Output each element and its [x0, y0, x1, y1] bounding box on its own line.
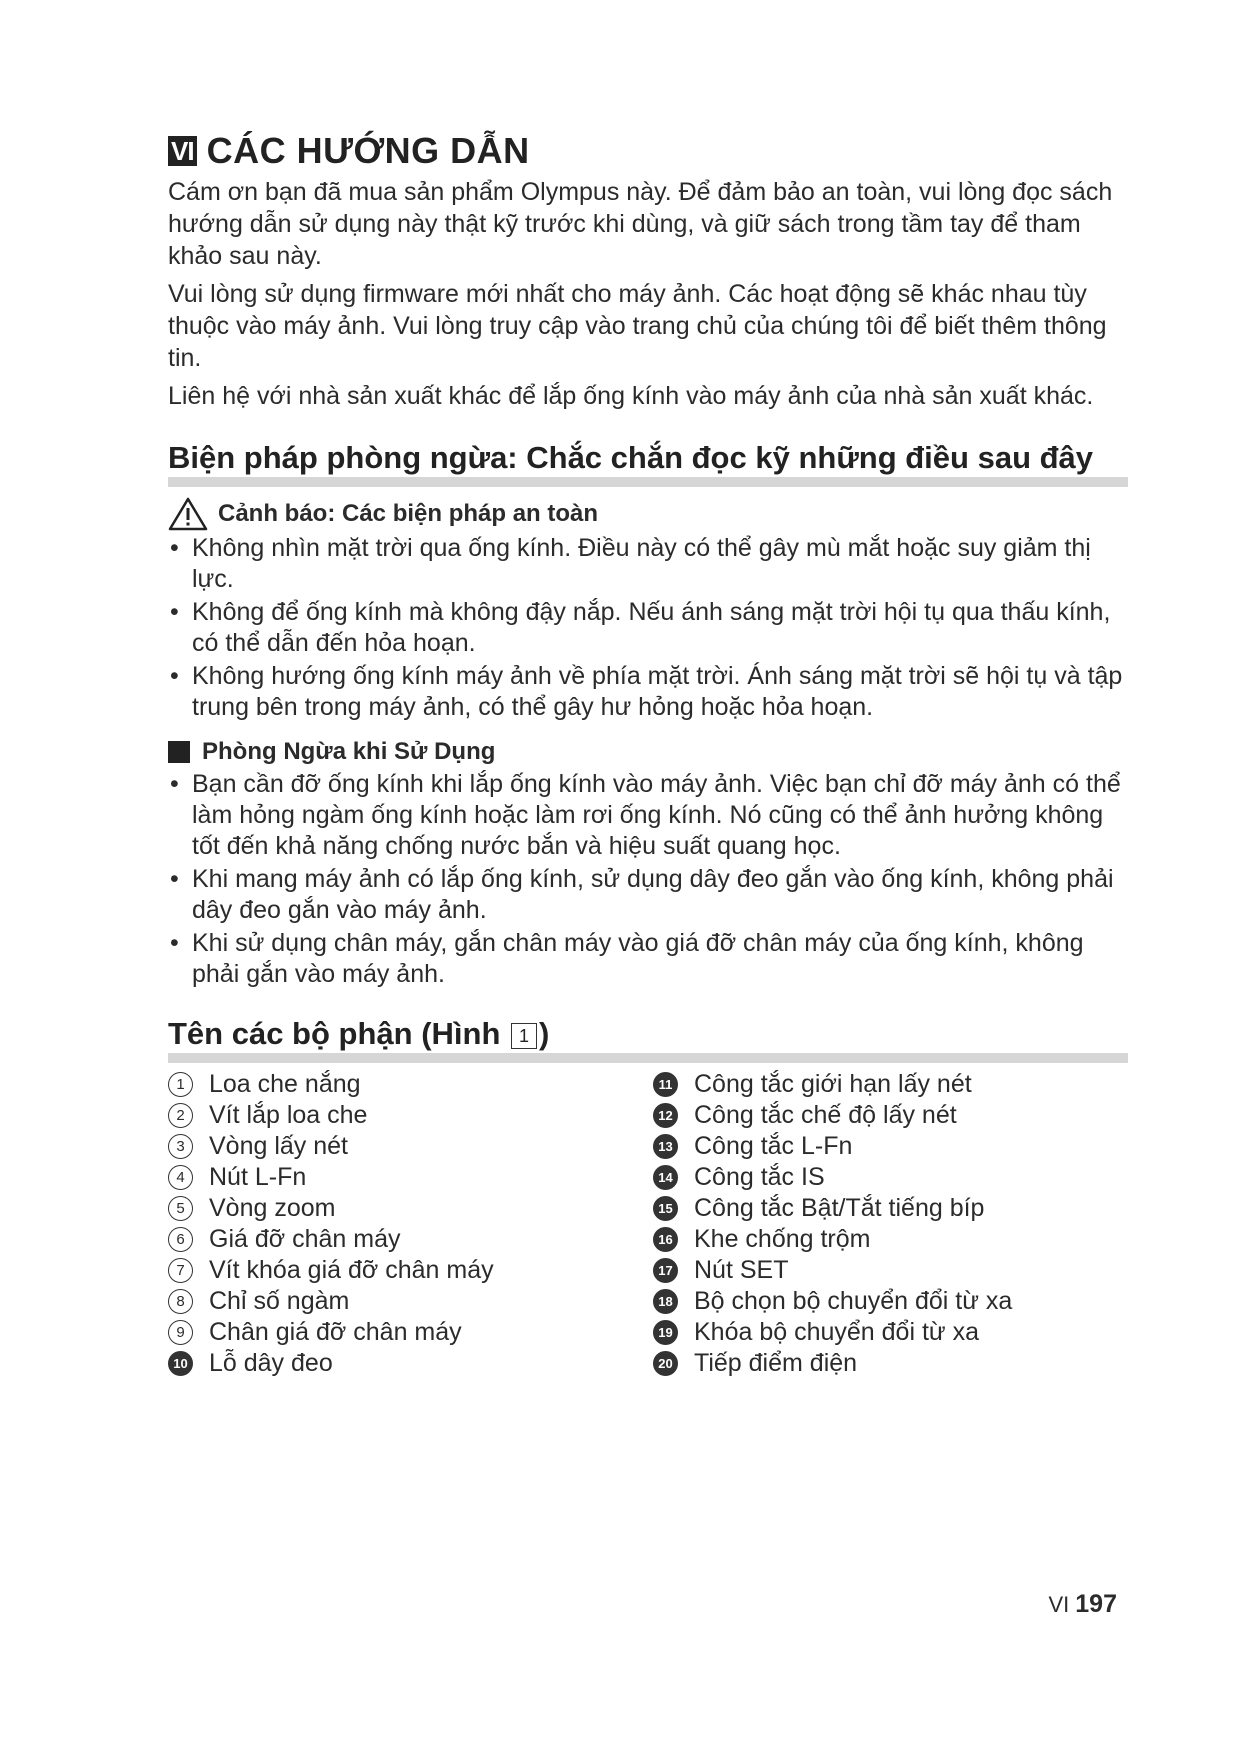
part-number-badge: 20 [653, 1351, 678, 1376]
parts-heading-suffix: ) [539, 1016, 550, 1051]
part-item [653, 1255, 1128, 1286]
part-item [653, 1317, 1128, 1348]
page-number: 197 [1075, 1590, 1117, 1618]
intro-paragraph: Vui lòng sử dụng firmware mới nhất cho máy ảnh. Các hoạt động sẽ khác nhau tùy thuộc vào máy ảnh. Vui lòng truy cập vào trang chủ của chúng tôi để biết thêm thông tin. [168, 280, 1107, 372]
intro-paragraph: Liên hệ với nhà sản xuất khác để lắp ống kính vào máy ảnh của nhà sản xuất khác. [168, 382, 1094, 410]
parts-heading [168, 1016, 1128, 1063]
part-item [168, 1193, 653, 1224]
part-item [168, 1162, 653, 1193]
list-item: • Không để ống kính mà không đậy nắp. Nếu ánh sáng mặt trời hội tụ qua thấu kính, có thể dẫn đến hỏa hoạn. [168, 597, 1128, 659]
part-item [168, 1255, 653, 1286]
part-number-badge: 19 [653, 1320, 678, 1345]
part-label: Vòng zoom [209, 1194, 336, 1222]
part-label: Công tắc L-Fn [694, 1132, 853, 1160]
part-label: Công tắc giới hạn lấy nét [694, 1070, 972, 1098]
part-item [653, 1286, 1128, 1317]
list-item: • Không hướng ống kính máy ảnh về phía mặt trời. Ánh sáng mặt trời sẽ hội tụ và tập trung bên trong máy ảnh, có thể gây hư hỏng hoặc hỏa hoạn. [168, 661, 1128, 723]
warning-triangle-icon [168, 497, 208, 531]
part-label: Công tắc IS [694, 1163, 825, 1191]
part-item [168, 1317, 653, 1348]
part-number-badge: 1 [168, 1072, 193, 1097]
part-number-badge: 12 [653, 1103, 678, 1128]
page-title: CÁC HƯỚNG DẪN [206, 130, 530, 171]
part-label: Khóa bộ chuyển đổi từ xa [694, 1318, 979, 1346]
part-label: Khe chống trộm [694, 1225, 871, 1253]
part-number-badge: 5 [168, 1196, 193, 1221]
part-label: Nút SET [694, 1256, 789, 1284]
part-label: Vòng lấy nét [209, 1132, 348, 1160]
part-number-badge: 15 [653, 1196, 678, 1221]
part-label: Vít khóa giá đỡ chân máy [209, 1256, 494, 1284]
part-label: Chân giá đỡ chân máy [209, 1318, 462, 1346]
part-label: Công tắc chế độ lấy nét [694, 1101, 957, 1129]
part-item [168, 1348, 653, 1379]
part-item [653, 1162, 1128, 1193]
square-bullet-icon [168, 741, 190, 763]
precautions-heading: Biện pháp phòng ngừa: Chắc chắn đọc kỹ những điều sau đây [168, 440, 1128, 487]
part-item [168, 1224, 653, 1255]
part-label: Nút L-Fn [209, 1163, 307, 1191]
intro-paragraph: Cám ơn bạn đã mua sản phẩm Olympus này. Để đảm bảo an toàn, vui lòng đọc sách hướng dẫn sử dụng này thật kỹ trước khi dùng, và giữ sách trong tầm tay để tham khảo sau này. [168, 178, 1113, 270]
part-item [653, 1348, 1128, 1379]
part-label: Giá đỡ chân máy [209, 1225, 401, 1253]
list-item: • Khi sử dụng chân máy, gắn chân máy vào giá đỡ chân máy của ống kính, không phải gắn vào máy ảnh. [168, 928, 1128, 990]
usage-list [168, 769, 1128, 990]
part-label: Tiếp điểm điện [694, 1349, 858, 1377]
part-label: Loa che nắng [209, 1070, 361, 1098]
part-item [168, 1069, 653, 1100]
list-item: • Không nhìn mặt trời qua ống kính. Điều này có thể gây mù mắt hoặc suy giảm thị lực. [168, 533, 1128, 595]
list-item: • Khi mang máy ảnh có lắp ống kính, sử dụng dây đeo gắn vào ống kính, không phải dây đeo gắn vào máy ảnh. [168, 864, 1128, 926]
part-number-badge: 17 [653, 1258, 678, 1283]
part-item [168, 1100, 653, 1131]
document-page [168, 130, 1128, 1379]
parts-list [168, 1069, 1128, 1379]
footer-language: VI [1048, 1592, 1070, 1617]
language-badge: VI [168, 136, 197, 166]
part-item [168, 1131, 653, 1162]
part-label: Bộ chọn bộ chuyển đổi từ xa [694, 1287, 1013, 1315]
part-item [653, 1069, 1128, 1100]
part-label: Lỗ dây đeo [209, 1349, 333, 1377]
part-item [653, 1100, 1128, 1131]
part-item [168, 1286, 653, 1317]
part-item [653, 1224, 1128, 1255]
part-number-badge: 4 [168, 1165, 193, 1190]
part-number-badge: 18 [653, 1289, 678, 1314]
part-item [653, 1131, 1128, 1162]
part-item [653, 1193, 1128, 1224]
part-number-badge: 11 [653, 1072, 678, 1097]
part-number-badge: 9 [168, 1320, 193, 1345]
part-number-badge: 13 [653, 1134, 678, 1159]
part-number-badge: 16 [653, 1227, 678, 1252]
parts-heading-text: Tên các bộ phận (Hình [168, 1016, 501, 1051]
part-label: Vít lắp loa che [209, 1101, 368, 1129]
part-number-badge: 2 [168, 1103, 193, 1128]
part-number-badge: 14 [653, 1165, 678, 1190]
list-item: • Bạn cần đỡ ống kính khi lắp ống kính vào máy ảnh. Việc bạn chỉ đỡ máy ảnh có thể làm hỏng ngàm ống kính hoặc làm rơi ống kính. Nó cũng có thể ảnh hưởng không tốt đến khả năng chống nước bắn và hiệu suất quang học. [168, 769, 1128, 862]
warning-subheading [168, 497, 1128, 531]
figure-number-box: 1 [511, 1023, 537, 1049]
part-number-badge: 10 [168, 1351, 193, 1376]
part-number-badge: 8 [168, 1289, 193, 1314]
part-number-badge: 6 [168, 1227, 193, 1252]
part-label: Công tắc Bật/Tắt tiếng bíp [694, 1194, 985, 1222]
part-label: Chỉ số ngàm [209, 1287, 350, 1315]
part-number-badge: 3 [168, 1134, 193, 1159]
part-number-badge: 7 [168, 1258, 193, 1283]
section-title [168, 130, 1128, 172]
warning-list [168, 533, 1128, 723]
page-footer [1048, 1590, 1117, 1619]
usage-subheading [168, 737, 1128, 767]
warning-title: Cảnh báo: Các biện pháp an toàn [218, 500, 599, 527]
usage-title: Phòng Ngừa khi Sử Dụng [202, 738, 496, 765]
